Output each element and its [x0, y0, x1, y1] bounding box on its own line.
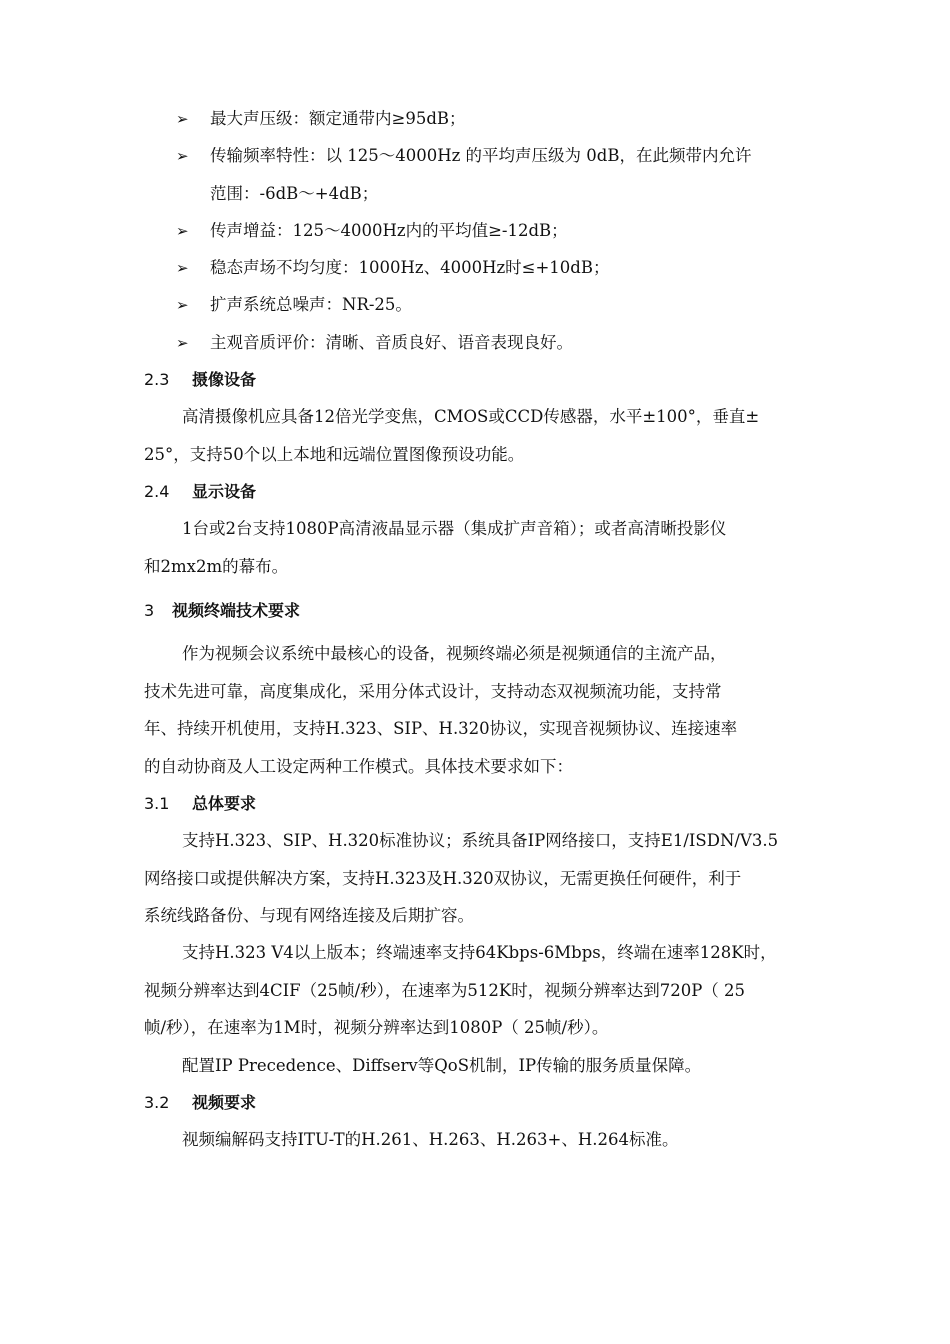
paragraph-line: 网络接口或提供解决方案，支持H.323及H.320双协议，无需更换任何硬件，利于: [144, 869, 742, 888]
section-number: 3.2: [144, 1093, 170, 1112]
arrow-bullet-icon: ➢: [176, 222, 189, 240]
section-heading: [144, 1092, 256, 1114]
chapter-title: 视频终端技术要求: [172, 601, 301, 620]
paragraph-line: 视频编解码支持ITU-T的H.261、H.263、H.263+、H.264标准。: [182, 1130, 679, 1149]
chapter-heading: [144, 600, 300, 622]
arrow-bullet-icon: ➢: [176, 296, 189, 314]
section-number: 2.4: [144, 482, 170, 501]
bullet-text: 传声增益：125～4000Hz内的平均值≥-12dB；: [210, 221, 568, 240]
section-number: 2.3: [144, 370, 170, 389]
bullet-item: [176, 108, 466, 130]
paragraph-line: 1台或2台支持1080P高清液晶显示器（集成扩声音箱）；或者高清晰投影仪: [182, 519, 727, 538]
section-title: 摄像设备: [192, 370, 257, 389]
section-title: 总体要求: [192, 794, 257, 813]
section-heading: [144, 793, 256, 815]
section-heading: [144, 369, 256, 391]
section-title: 显示设备: [192, 482, 257, 501]
bullet-text-continuation: 范围：-6dB～+4dB；: [210, 184, 379, 203]
paragraph-line: 年、持续开机使用，支持H.323、SIP、H.320协议，实现音视频协议、连接速率: [144, 719, 738, 738]
section-title: 视频要求: [192, 1093, 257, 1112]
paragraph-line: 系统线路备份、与现有网络连接及后期扩容。: [144, 906, 474, 925]
paragraph-line: 的自动协商及人工设定两种工作模式。具体技术要求如下：: [144, 757, 573, 776]
bullet-item: [176, 294, 412, 316]
section-heading: [144, 481, 256, 503]
paragraph-line: 和2mx2m的幕布。: [144, 557, 289, 576]
arrow-bullet-icon: ➢: [176, 147, 189, 165]
paragraph-line: 视频分辨率达到4CIF（25帧/秒），在速率为512K时，视频分辨率达到720P（ 25: [144, 981, 746, 1000]
chapter-number: 3: [144, 601, 155, 620]
paragraph-line: 技术先进可靠，高度集成化，采用分体式设计，支持动态双视频流功能，支持常: [144, 682, 722, 701]
bullet-item: [176, 145, 752, 167]
arrow-bullet-icon: ➢: [176, 259, 189, 277]
bullet-text: 传输频率特性：以 125～4000Hz 的平均声压级为 0dB，在此频带内允许: [210, 146, 752, 165]
paragraph-line: 帧/秒），在速率为1M时，视频分辨率达到1080P（ 25帧/秒）。: [144, 1018, 609, 1037]
paragraph-line: 配置IP Precedence、Diffserv等QoS机制，IP传输的服务质量保障。: [182, 1056, 702, 1075]
bullet-text: 主观音质评价：清晰、音质良好、语音表现良好。: [210, 333, 573, 352]
arrow-bullet-icon: ➢: [176, 334, 189, 352]
bullet-text: 稳态声场不均匀度：1000Hz、4000Hz时≤+10dB；: [210, 258, 610, 277]
bullet-text: 最大声压级：额定通带内≥95dB；: [210, 109, 466, 128]
arrow-bullet-icon: ➢: [176, 110, 189, 128]
section-number: 3.1: [144, 794, 170, 813]
paragraph-line: 高清摄像机应具备12倍光学变焦，CMOS或CCD传感器，水平±100°，垂直±: [182, 407, 760, 426]
paragraph-line: 作为视频会议系统中最核心的设备，视频终端必须是视频通信的主流产品，: [182, 644, 727, 663]
bullet-item: [176, 332, 573, 354]
bullet-item: [176, 257, 609, 279]
paragraph-line: 支持H.323 V4以上版本；终端速率支持64Kbps-6Mbps，终端在速率128K时，: [182, 943, 777, 962]
bullet-text: 扩声系统总噪声：NR-25。: [210, 295, 412, 314]
bullet-item: [176, 220, 568, 242]
paragraph-line: 25°，支持50个以上本地和远端位置图像预设功能。: [144, 445, 525, 464]
paragraph-line: 支持H.323、SIP、H.320标准协议；系统具备IP网络接口，支持E1/ISDN/V3.5: [182, 831, 779, 850]
